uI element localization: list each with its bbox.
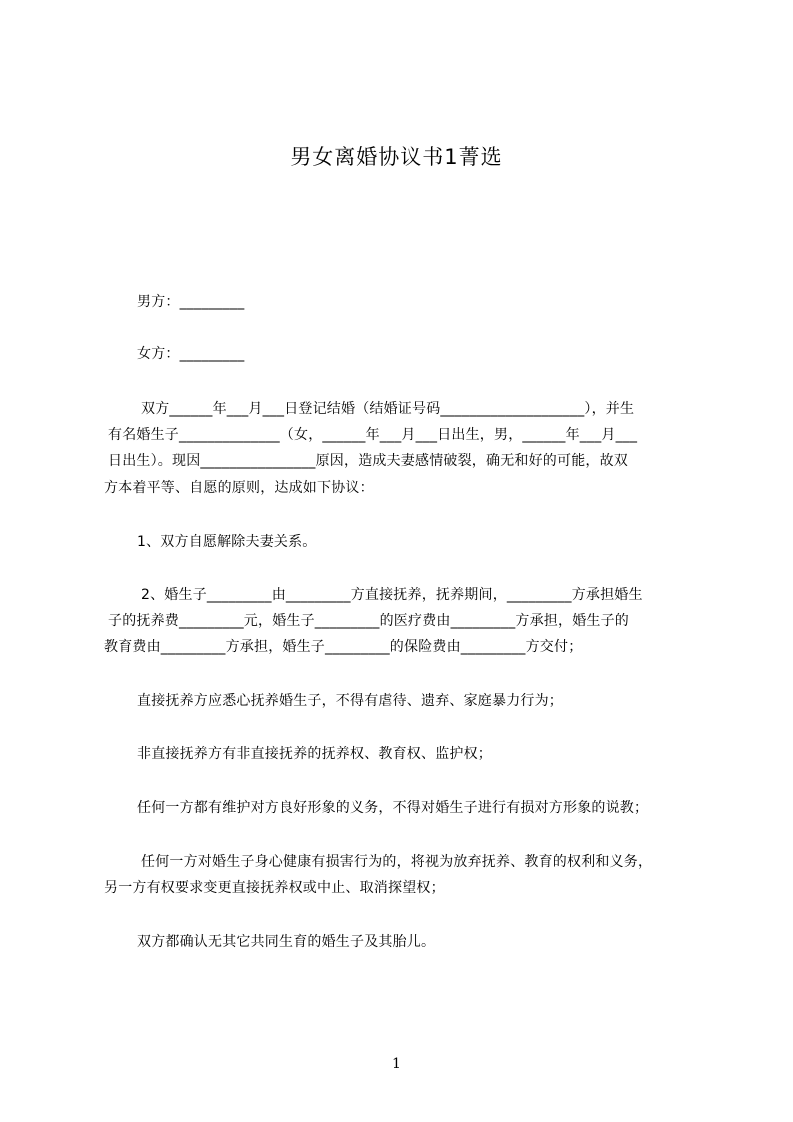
clause-6-line-2: 另一方有权要求变更直接抚养权或中止、取消探望权； bbox=[104, 880, 445, 896]
clause-4: 非直接抚养方有非直接抚养的抚养权、教育权、监护权； bbox=[137, 746, 492, 762]
marriage-paragraph-line-4: 方本着平等、自愿的原则，达成如下协议： bbox=[104, 480, 374, 496]
clause-3: 直接抚养方应悉心抚养婚生子，不得有虐待、遗弃、家庭暴力行为； bbox=[137, 693, 563, 709]
document-title: 男女离婚协议书1菁选 bbox=[290, 145, 503, 169]
male-party-line: 男方：_________ bbox=[137, 294, 245, 310]
clause-7: 双方都确认无其它共同生育的婚生子及其胎儿。 bbox=[137, 934, 436, 950]
female-party-line: 女方：_________ bbox=[137, 346, 245, 362]
clause-2-line-2: 子的抚养费_________元，婚生子_________的医疗费由_________方承担，婚生子的 bbox=[108, 613, 629, 629]
clause-1: 1、双方自愿解除夫妻关系。 bbox=[137, 534, 317, 550]
clause-6-line-1: 任何一方对婚生子身心健康有损害行为的，将视为放弃抚养、教育的权利和义务， bbox=[141, 854, 653, 870]
marriage-paragraph-line-1: 双方______年___月___日登记结婚（结婚证号码____________________），并生 bbox=[141, 401, 635, 417]
clause-2-line-3: 教育费由_________方承担，婚生子_________的保险费由_________方交付； bbox=[104, 639, 583, 655]
clause-2-line-1: 2、婚生子_________由_________方直接抚养，抚养期间，_________方承担婚生 bbox=[141, 587, 643, 603]
marriage-paragraph-line-3: 日出生）。现因________________原因，造成夫妻感情破裂，确无和好的可能，故双 bbox=[108, 453, 628, 469]
page-number: 1 bbox=[392, 1056, 401, 1072]
clause-5: 任何一方都有维护对方良好形象的义务，不得对婚生子进行有损对方形象的说教； bbox=[137, 800, 649, 816]
marriage-paragraph-line-2: 有名婚生子______________（女，______年___月___日出生，男，______年___月___ bbox=[108, 427, 638, 443]
